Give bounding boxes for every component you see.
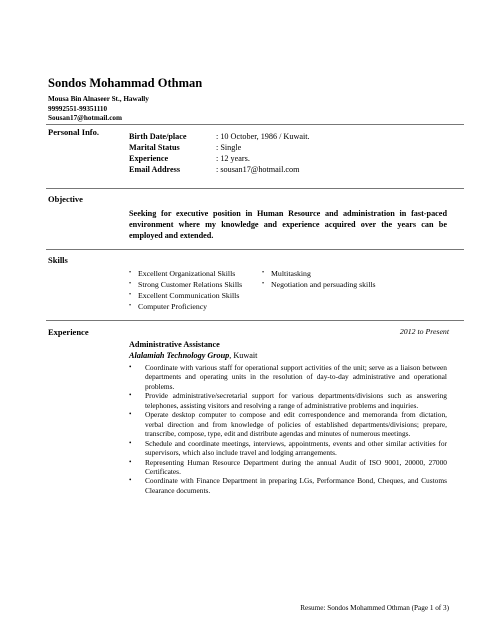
phone-line: 99992551-99351110 <box>48 105 108 113</box>
experience-value: : 12 years. <box>216 154 250 163</box>
section-heading-experience: Experience <box>48 327 89 337</box>
email-line[interactable]: Sousan17@hotmail.com <box>48 114 122 122</box>
section-divider <box>46 249 464 250</box>
section-divider <box>46 320 464 321</box>
section-heading-personal-info: Personal Info. <box>48 127 99 137</box>
address-line: Mousa Bin Alnaseer St., Hawally <box>48 95 149 103</box>
duty-item: • Provide administrative/secretarial support for various departments/divisions such as answering telephones, assisting visitors and resolving a range of administrative problems and inquiries. <box>129 391 447 410</box>
email-address-value[interactable]: : sousan17@hotmail.com <box>216 165 300 174</box>
skills-list-right <box>262 268 376 290</box>
company-line <box>129 351 257 360</box>
duty-item: • Representing Human Resource Department during the annual Audit of ISO 9001, 20000, 27000 Certificates. <box>129 458 447 477</box>
duties-list <box>129 363 447 495</box>
experience-label: Experience <box>129 154 169 163</box>
job-title: Administrative Assistance <box>129 340 220 349</box>
section-divider <box>46 124 464 125</box>
marital-status-label: Marital Status <box>129 143 180 152</box>
duty-item: • Operate desktop computer to compose and edit correspondence and memoranda from dictation, verbal direction and from knowledge of policies of established departments/divisions; prepare, transcribe, compose, type, edit and distribute agendas and minutes of numerous meetings. <box>129 410 447 438</box>
skill-item: • Excellent Communication Skills <box>129 290 242 301</box>
birth-date-label: Birth Date/place <box>129 132 187 141</box>
duty-item: • Coordinate with Finance Department in preparing LGs, Performance Bond, Cheques, and Customs Clearance documents. <box>129 476 447 495</box>
candidate-name: Sondos Mohammad Othman <box>48 76 203 90</box>
skill-item: • Negotiation and persuading skills <box>262 279 376 290</box>
objective-text: Seeking for executive position in Human Resource and administration in fast-paced environment where my knowledge and experience acquired over the years can be employed and extended. <box>129 209 447 240</box>
employment-date: 2012 to Present <box>399 327 449 336</box>
skills-list-left <box>129 268 242 312</box>
section-heading-skills: Skills <box>48 255 68 265</box>
skill-item: • Strong Customer Relations Skills <box>129 279 242 290</box>
duty-item: • Coordinate with various staff for operational support activities of the unit; serve as a liaison between departments and operating units in the resolution of day-to-day administrative and operational problems. <box>129 363 447 391</box>
company-name: Alalamiah Technology Group <box>129 351 230 360</box>
section-heading-objective: Objective <box>48 194 83 204</box>
skill-item: • Computer Proficiency <box>129 301 242 312</box>
duty-item: • Schedule and coordinate meetings, interviews, appointments, events and other similar activities for supervisors, which also include travel and lodging arrangements. <box>129 439 447 458</box>
skill-item: • Multitasking <box>262 268 376 279</box>
email-address-label: Email Address <box>129 165 181 174</box>
section-divider <box>46 188 464 189</box>
skill-item: • Excellent Organizational Skills <box>129 268 242 279</box>
birth-date-value: : 10 October, 1986 / Kuwait. <box>216 132 310 141</box>
page-footer: Resume: Sondos Mohammed Othman (Page 1 of 3) <box>300 604 449 612</box>
marital-status-value: : Single <box>216 143 242 152</box>
company-location: , Kuwait <box>229 351 258 360</box>
